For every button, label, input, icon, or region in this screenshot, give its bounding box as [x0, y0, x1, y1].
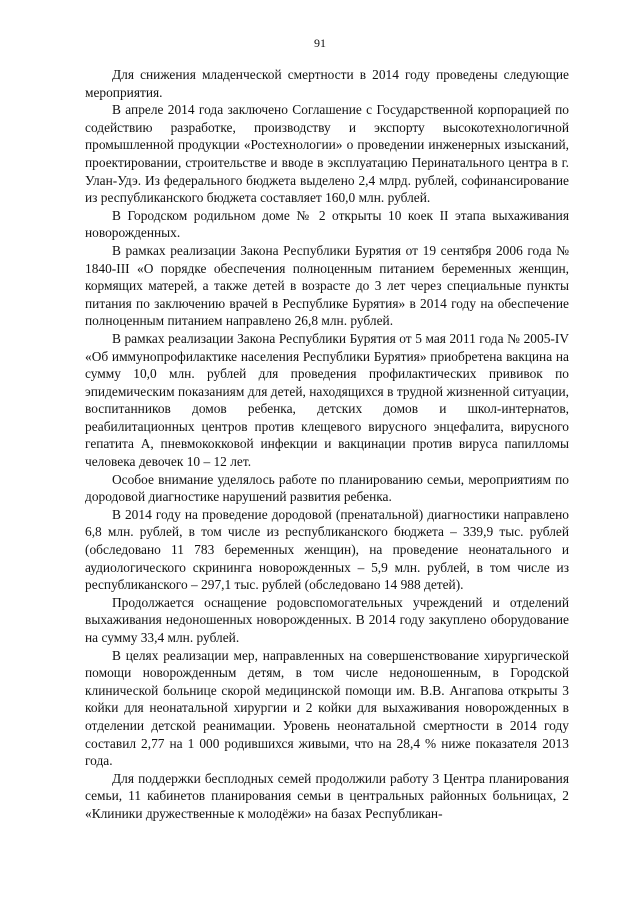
body-text [85, 66, 569, 823]
paragraph-infertility-support: Для поддержки бесплодных семей продолжили работу 3 Центра планирования семьи, 11 кабинетов планирования семьи в центральных районных больницах, 2 «Клиники дружественные к молодёжи» на базах Республикан- [85, 770, 569, 821]
paragraph-maternity-home: В Городском родильном доме № 2 открыты 10 коек II этапа выхаживания новорожденных. [85, 207, 569, 241]
paragraph-equipment: Продолжается оснащение родовспомогательных учреждений и отделений выхаживания недоношенных новорожденных. В 2014 году закуплено оборудование на сумму 33,4 млн. рублей. [85, 594, 569, 645]
paragraph-perinatal-center: В апреле 2014 года заключено Соглашение с Государственной корпорацией по содействию разработке, производству и экспорту высокотехнологичной промышленной продукции «Ростехнологии» о проведении инженерных изысканий, проектировании, строительстве и вводе в эксплуатацию Перинатального центра в г. Улан-Удэ. Из федерального бюджета выделено 2,4 млрд. рублей, софинансирование из республиканского бюджета составляет 160,0 млн. рублей. [85, 102, 569, 206]
paragraph-family-planning: Особое внимание уделялось работе по планированию семьи, мероприятиям по дородовой диагностике нарушений развития ребенка. [85, 471, 569, 505]
paragraph-prenatal-diagnostics: В 2014 году на проведение дородовой (пренатальной) диагностики направлено 6,8 млн. рублей, в том числе из республиканского бюджета – 339,9 тыс. рублей (обследовано 11 783 беременных женщин), на проведение неонатального и аудиологического скрининга новорожденных – 5,9 млн. рублей, в том числе из республиканского – 297,1 тыс. рублей (обследовано 14 988 детей). [85, 506, 569, 593]
page-number: 91 [314, 36, 326, 50]
paragraph-infant-mortality-intro: Для снижения младенческой смертности в 2014 году проведены следующие мероприятия. [85, 67, 569, 100]
paragraph-nutrition-law: В рамках реализации Закона Республики Бурятия от 19 сентября 2006 года № 1840-III «О порядке обеспечения полноценным питанием беременных женщин, кормящих матерей, а также детей в возрасте до 3 лет через специальные пункты питания по заключению врачей в Республике Бурятия» в 2014 году на обеспечение полноценным питанием направлено 26,8 млн. рублей. [85, 242, 569, 329]
paragraph-immunization-law: В рамках реализации Закона Республики Бурятия от 5 мая 2011 года № 2005-IV «Об иммунопрофилактике населения Республики Бурятия» приобретена вакцина на сумму 10,0 млн. рублей для проведения профилактических прививок по эпидемическим показаниям для детей, находящихся в трудной жизненной ситуации, воспитанников домов ребенка, детских домов и школ-интернатов, реабилитационных центров против клещевого вирусного энцефалита, вирусного гепатита А, пневмококковой инфекции и вакцинации против вируса папилломы человека девочек 10 – 12 лет. [85, 330, 569, 470]
paragraph-neonatal-surgery: В целях реализации мер, направленных на совершенствование хирургической помощи новорожденным детям, в том числе недоношенным, в Городской клинической больнице скорой медицинской помощи им. В.В. Ангапова открыты 3 койки для неонатальной хирургии и 2 койки для выхаживания новорожденных в отделении детской реанимации. Уровень неонатальной смертности в 2014 году составил 2,77 на 1 000 родившихся живыми, что на 28,4 % ниже показателя 2013 года. [85, 647, 569, 769]
